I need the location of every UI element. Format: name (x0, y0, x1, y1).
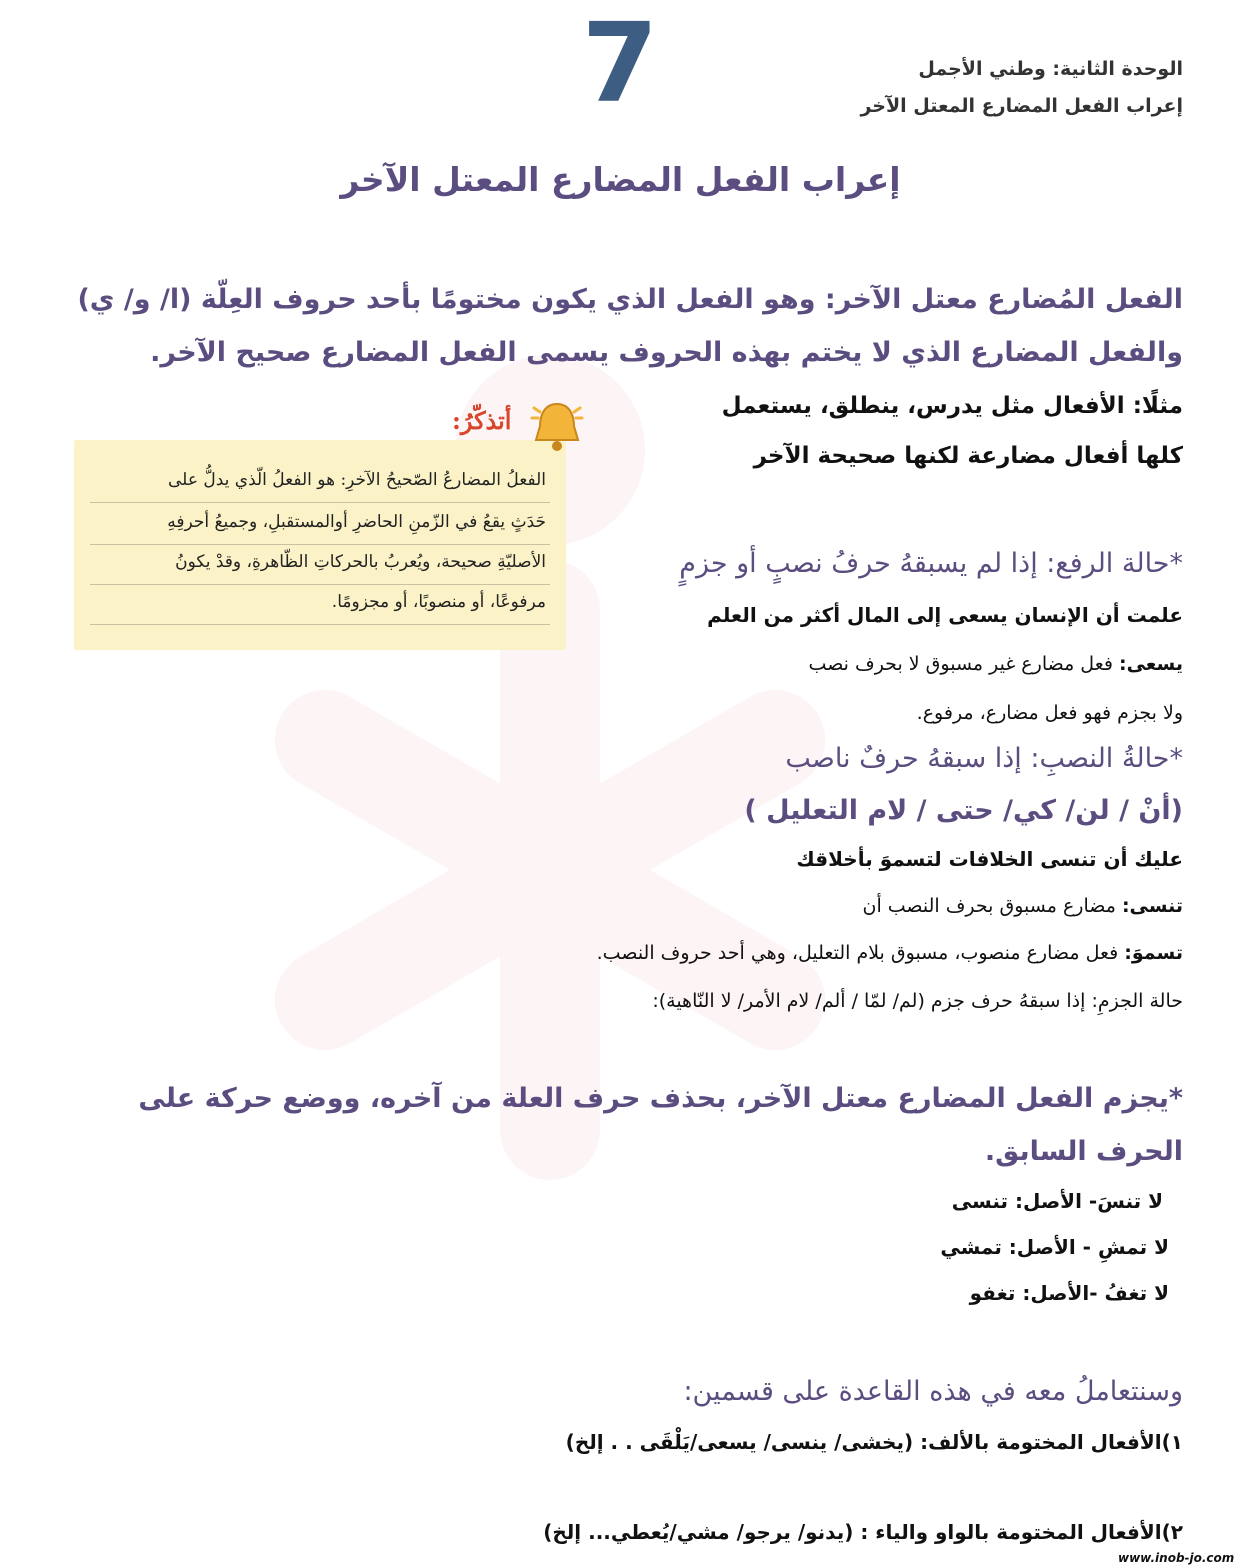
nasb-example: عليك أن تنسى الخلافات لتسموَ بأخلاقك (796, 847, 1183, 871)
raf-example: علمت أن الإنسان يسعى إلى المال أكثر من العلم (707, 603, 1183, 627)
jazm-rule-line-2: الحرف السابق. (984, 1136, 1183, 1167)
sections-item-1: ١)الأفعال المختومة بالألف: (يخشى/ ينسى/ يسعى/يَلْقَى . . إلخ) (565, 1430, 1183, 1454)
nasb-particles: (أنْ / لن/ كي/ حتى / لام التعليل ) (744, 795, 1183, 826)
jazm-example-3: لا تغفُ -الأصل: تغفو (969, 1281, 1169, 1305)
reminder-line-4: مرفوعًا، أو منصوبًا، أو مجزومًا. (331, 592, 546, 612)
nasb-analysis-2: تسموَ: فعل مضارع منصوب، مسبوق بلام التعليل، وهي أحد حروف النصب. (596, 942, 1183, 964)
jazm-rule-line-1: *يجزم الفعل المضارع معتل الآخر، بحذف حرف العلة من آخره، ووضع حركة على (138, 1083, 1183, 1114)
nasb-word-1: تنسى: (1121, 895, 1183, 917)
jazm-example-2: لا تمشِ - الأصل: تمشي (940, 1235, 1169, 1259)
definition-line-2: والفعل المضارع الذي لا يختم بهذه الحروف يسمى الفعل المضارع صحيح الآخر. (150, 337, 1183, 368)
reminder-line-1: الفعلُ المضارعُ الصّحيحُ الآخرِ: هو الفعلُ الّذي يدلُّ على (168, 470, 546, 490)
nasb-word-2: تسموَ: (1124, 942, 1183, 964)
footer-url: www.inob-jo.com (1118, 1551, 1235, 1565)
raf-analysis-line-2: ولا بجزم فهو فعل مضارع، مرفوع. (916, 702, 1183, 724)
example-line-1: مثلًا: الأفعال مثل يدرس، ينطلق، يستعمل (721, 393, 1183, 419)
lesson-subtitle: إعراب الفعل المضارع المعتل الآخر (860, 95, 1183, 117)
reminder-title: أتذكّرُ: (452, 406, 512, 435)
jazm-example-1: لا تنسَ- الأصل: تنسى (951, 1189, 1163, 1213)
example-line-2: كلها أفعال مضارعة لكنها صحيحة الآخر (753, 443, 1183, 469)
sections-intro: وسنتعاملُ معه في هذه القاعدة على قسمين: (683, 1376, 1183, 1407)
nasb-heading: *حالةُ النصبِ: إذا سبقهُ حرفٌ ناصب (785, 743, 1183, 774)
raf-heading: *حالة الرفع: إذا لم يسبقهُ حرفُ نصبٍ أو جزمٍ (679, 548, 1183, 579)
sections-item-2: ٢)الأفعال المختومة بالواو والياء : (يدنو/ يرجو/ مشي/يُعطي... إلخ) (543, 1520, 1183, 1544)
definition-line-1: الفعل المُضارع معتل الآخر: وهو الفعل الذي يكون مختومًا بأحد حروف العِلّة (ا/ و/ ي) (77, 284, 1183, 315)
reminder-line-3: الأصليّةِ صحيحة، ويُعربُ بالحركاتِ الظّاهرةِ، وقدْ يكونُ (175, 552, 546, 572)
bell-icon (526, 396, 588, 458)
raf-word: يسعى: (1118, 653, 1183, 675)
nasb-analysis-1: تنسى: مضارع مسبوق بحرف النصب أن (862, 895, 1183, 917)
raf-analysis-line-1: يسعى: فعل مضارع غير مسبوق لا بحرف نصب (808, 653, 1183, 675)
page-number: 7 (581, 0, 659, 127)
reminder-line-2: حَدَثٍ يقعُ في الزّمنِ الحاضرِ أوالمستقبلِ، وجميعُ أحرفِهِ (167, 512, 546, 532)
reminder-box (74, 440, 566, 650)
jazm-heading: حالة الجزمِ: إذا سبقهُ حرف جزم (لم/ لمّا / ألم/ لام الأمر/ لا النّاهية): (652, 990, 1183, 1012)
unit-title: الوحدة الثانية: وطني الأجمل (918, 58, 1183, 80)
page-title: إعراب الفعل المضارع المعتل الآخر (340, 160, 901, 199)
